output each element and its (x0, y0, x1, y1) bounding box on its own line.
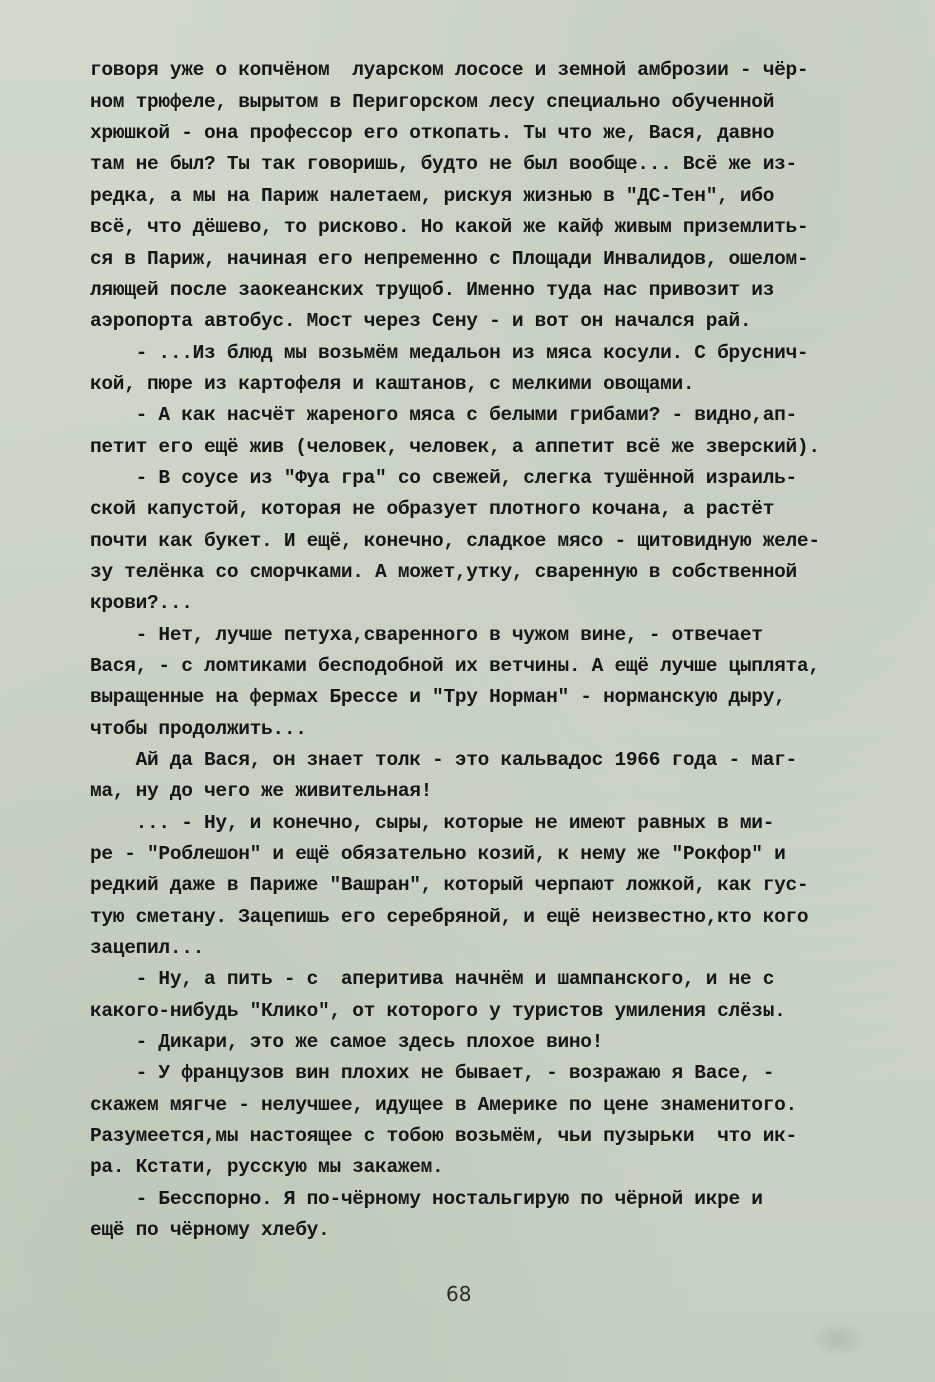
text-line: скажем мягче - нелучшее, идущее в Америке по цене знаменитого. (90, 1094, 797, 1116)
text-line: ре - "Роблешон" и ещё обязательно козий, к нему же "Рокфор" и (90, 843, 786, 865)
text-line: - Дикари, это же самое здесь плохое вино! (90, 1031, 604, 1053)
text-line: редка, а мы на Париж налетаем, рискуя жизнью в "ДС-Тен", ибо (90, 185, 775, 207)
text-line: - В соусе из "Фуа гра" со свежей, слегка тушённой израиль- (90, 467, 797, 489)
text-line: хрюшкой - она профессор его откопать. Ты что же, Вася, давно (90, 122, 775, 144)
paper-smudge (808, 1320, 868, 1358)
text-line: чтобы продолжить... (90, 718, 307, 740)
text-line: аэропорта автобус. Мост через Сену - и вот он начался рай. (90, 310, 752, 332)
text-line: - Бесспорно. Я по-чёрному ностальгирую по чёрной икре и (90, 1188, 763, 1210)
text-line: Разумеется,мы настоящее с тобою возьмём, чьи пузырьки что ик- (90, 1125, 797, 1147)
text-line: ляющей после заокеанских трущоб. Именно туда нас привозит из (90, 279, 775, 301)
page-number: 68 (446, 1282, 472, 1306)
text-line: зу телёнка со сморчками. А может,утку, сваренную в собственной (90, 561, 797, 583)
text-line: ма, ну до чего же живительная! (90, 780, 433, 802)
text-line: ской капустой, которая не образует плотного кочана, а растёт (90, 498, 775, 520)
text-line: ... - Ну, и конечно, сыры, которые не имеют равных в ми- (90, 812, 775, 834)
text-line: ся в Париж, начиная его непременно с Площади Инвалидов, ошелом- (90, 248, 809, 270)
text-line: там не был? Ты так говоришь, будто не был вообще... Всё же из- (90, 153, 797, 175)
text-line: всё, что дёшево, то рисково. Но какой же кайф живым приземлить- (90, 216, 809, 238)
text-line: почти как букет. И ещё, конечно, сладкое мясо - щитовидную желе- (90, 530, 820, 552)
text-line: какого-нибудь "Клико", от которого у туристов умиления слёзы. (90, 1000, 786, 1022)
text-line: ном трюфеле, вырытом в Перигорском лесу специально обученной (90, 91, 775, 113)
text-line: крови?... (90, 592, 193, 614)
text-line: редкий даже в Париже "Вашран", который черпают ложкой, как гус- (90, 874, 809, 896)
text-line: зацепил... (90, 937, 205, 959)
text-line: ещё по чёрному хлебу. (90, 1219, 330, 1241)
text-line: тую сметану. Зацепишь его серебряной, и ещё неизвестно,кто кого (90, 906, 809, 928)
text-line: - ...Из блюд мы возьмём медальон из мяса косули. С бруснич- (90, 342, 809, 364)
text-line: говоря уже о копчёном луарском лососе и земной амброзии - чёр- (90, 59, 809, 81)
text-line: кой, пюре из картофеля и каштанов, с мелкими овощами. (90, 373, 695, 395)
text-line: выращенные на фермах Брессе и "Тру Норман" - норманскую дыру, (90, 686, 786, 708)
text-line: ра. Кстати, русскую мы закажем. (90, 1156, 444, 1178)
text-line: - У французов вин плохих не бывает, - возражаю я Васе, - (90, 1062, 775, 1084)
text-line: - А как насчёт жареного мяса с белыми грибами? - видно,ап- (90, 404, 797, 426)
text-line: - Нет, лучше петуха,сваренного в чужом вине, - отвечает (90, 624, 763, 646)
text-line: петит его ещё жив (человек, человек, а аппетит всё же зверский). (90, 436, 820, 458)
text-line: Вася, - с ломтиками бесподобной их ветчины. А ещё лучше цыплята, (90, 655, 820, 677)
text-line: - Ну, а пить - с аперитива начнём и шампанского, и не с (90, 968, 775, 990)
text-line: Ай да Вася, он знает толк - это кальвадос 1966 года - маг- (90, 749, 797, 771)
